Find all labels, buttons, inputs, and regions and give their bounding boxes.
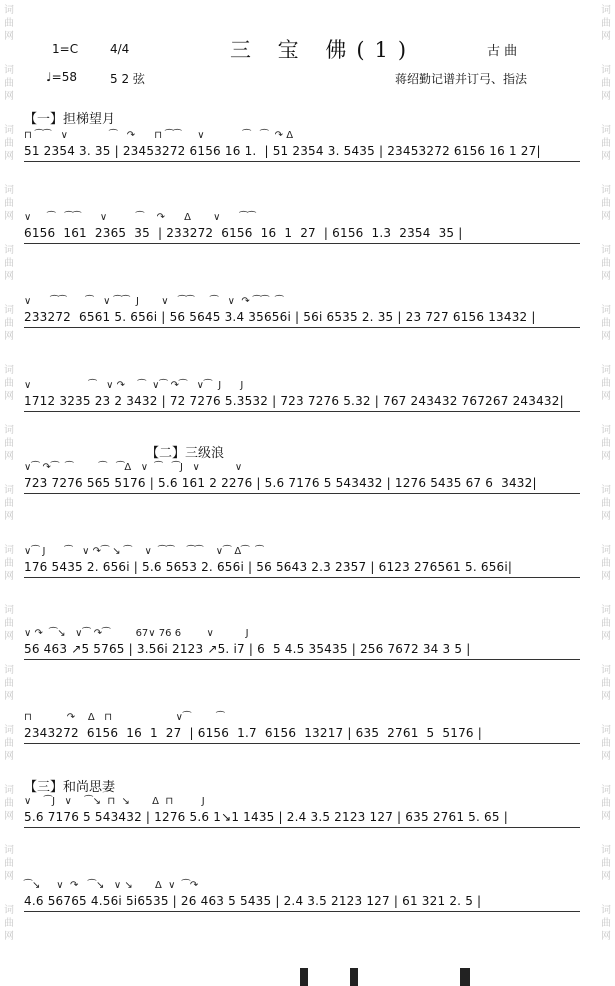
notation-line: 56 463 ↗5 5765 | 3.56i 2123 ↗5. i7 | 6 5 4.5 35435 | 256 7672 34 3 5 |	[24, 642, 471, 656]
beam-line	[24, 743, 580, 745]
score-line-2	[24, 212, 580, 252]
watermark-right-6: 词曲网	[601, 305, 611, 342]
watermark-left-16: 词曲网	[4, 905, 14, 942]
watermark-left-12: 词曲网	[4, 665, 14, 702]
score-line-4	[24, 380, 580, 420]
beam-line	[24, 911, 580, 913]
watermark-left-8: 词曲网	[4, 425, 14, 462]
notation-line: 723 7276 565 5176 | 5.6 161 2 2276 | 5.6 7176 5 543432 | 1276 5435 67 6 3432|	[24, 476, 537, 490]
key-signature: 1=C	[52, 42, 79, 56]
beam-line	[24, 577, 580, 579]
watermark-left-4: 词曲网	[4, 185, 14, 222]
notation-line: 5.6 7176 5 543432 | 1276 5.6 1↘1 1435 | 2.4 3.5 2123 127 | 635 2761 5. 65 |	[24, 810, 508, 824]
cropped-glyph	[300, 968, 308, 986]
beam-line	[24, 243, 580, 245]
watermark-left-5: 词曲网	[4, 245, 14, 282]
score-line-7	[24, 628, 580, 668]
watermark-left-13: 词曲网	[4, 725, 14, 762]
bowing-marks: ∨ ⁀J ∨ ⁀↘ ⊓ ↘ Δ ⊓ J	[24, 796, 205, 807]
watermark-left-6: 词曲网	[4, 305, 14, 342]
watermark-right-12: 词曲网	[601, 665, 611, 702]
watermark-left-7: 词曲网	[4, 365, 14, 402]
watermark-right-3: 词曲网	[601, 125, 611, 162]
beam-line	[24, 493, 580, 495]
watermark-right-11: 词曲网	[601, 605, 611, 642]
watermark-left-9: 词曲网	[4, 485, 14, 522]
page-title: 三 宝 佛(1)	[230, 38, 417, 62]
beam-line	[24, 411, 580, 413]
bowing-marks: ⁀↘ ∨ ↷ ⁀↘ ∨ ↘ Δ ∨ ⁀↷	[24, 880, 199, 891]
score-line-5	[24, 462, 580, 502]
watermark-left-2: 词曲网	[4, 65, 14, 102]
genre-label: 古 曲	[487, 44, 518, 59]
bowing-marks: ∨ ⁀⁀ ⁀ ∨ ⁀⁀ J ∨ ⁀⁀ ⁀ ∨ ↷ ⁀⁀ ⁀	[24, 296, 284, 307]
watermark-right-2: 词曲网	[601, 65, 611, 102]
watermark-right-4: 词曲网	[601, 185, 611, 222]
tempo-marking: ♩=58	[46, 70, 77, 84]
watermark-left-10: 词曲网	[4, 545, 14, 582]
tuning-label: 5 2 弦	[110, 72, 145, 86]
watermark-right-7: 词曲网	[601, 365, 611, 402]
beam-line	[24, 659, 580, 661]
notation-line: 51 2354 3. 35 | 23453272 6156 16 1. | 51 2354 3. 5435 | 23453272 6156 16 1 27|	[24, 144, 541, 158]
credit-line: 蒋绍勤记谱并订弓、指法	[395, 72, 528, 86]
bowing-marks: ∨ ⁀ ∨ ↷ ⁀ ∨⁀ ↷⁀ ∨⁀ J J	[24, 380, 244, 391]
bowing-marks: ∨ ↷ ⁀↘ ∨⁀ ↷⁀ 67∨ 76 6 ∨ J	[24, 628, 249, 639]
time-signature: 4/4	[110, 42, 130, 56]
watermark-right-10: 词曲网	[601, 545, 611, 582]
bowing-marks: ∨⁀ ↷⁀ ⁀ ⁀ ⁀Δ ∨ ⁀ ⁀J ∨ ∨	[24, 462, 243, 473]
watermark-left-3: 词曲网	[4, 125, 14, 162]
beam-line	[24, 327, 580, 329]
beam-line	[24, 827, 580, 829]
watermark-left-11: 词曲网	[4, 605, 14, 642]
watermark-left-14: 词曲网	[4, 785, 14, 822]
section-heading-3: 【三】和尚思妻	[24, 780, 116, 795]
watermark-right-13: 词曲网	[601, 725, 611, 762]
cropped-glyph	[460, 968, 470, 986]
watermark-left-1: 词曲网	[4, 5, 14, 42]
section-heading-1: 【一】担梯望月	[24, 112, 116, 127]
beam-line	[24, 161, 580, 163]
score-line-1	[24, 130, 580, 170]
score-line-9	[24, 796, 580, 836]
score-line-10	[24, 880, 580, 920]
bowing-marks: ⊓ ⁀⁀ ∨ ⁀ ↷ ⊓ ⁀⁀ ∨ ⁀ ⁀ ↷ Δ	[24, 130, 294, 141]
watermark-right-1: 词曲网	[601, 5, 611, 42]
notation-line: 233272 6561 5. 656i | 56 5645 3.4 35656i | 56i 6535 2. 35 | 23 727 6156 13432 |	[24, 310, 536, 324]
watermark-right-16: 词曲网	[601, 905, 611, 942]
notation-line: 6156 161 2365 35 | 233272 6156 16 1 27 | 6156 1.3 2354 35 |	[24, 226, 463, 240]
score-line-3	[24, 296, 580, 336]
bowing-marks: ∨ ⁀ ⁀⁀ ∨ ⁀ ↷ Δ ∨ ⁀⁀	[24, 212, 256, 223]
watermark-right-8: 词曲网	[601, 425, 611, 462]
watermark-left-15: 词曲网	[4, 845, 14, 882]
notation-line: 176 5435 2. 656i | 5.6 5653 2. 656i | 56 5643 2.3 2357 | 6123 276561 5. 656i|	[24, 560, 513, 574]
section-heading-2: 【二】三级浪	[146, 446, 225, 461]
notation-line: 1712 3235 23 2 3432 | 72 7276 5.3532 | 723 7276 5.32 | 767 243432 767267 243432|	[24, 394, 564, 408]
watermark-right-5: 词曲网	[601, 245, 611, 282]
watermark-right-9: 词曲网	[601, 485, 611, 522]
score-line-8	[24, 712, 580, 752]
bowing-marks: ∨⁀ J ⁀ ∨ ↷⁀ ↘ ⁀ ∨ ⁀⁀ ⁀⁀ ∨⁀ Δ⁀ ⁀	[24, 546, 264, 557]
watermark-right-15: 词曲网	[601, 845, 611, 882]
cropped-glyph	[350, 968, 358, 986]
watermark-right-14: 词曲网	[601, 785, 611, 822]
bowing-marks: ⊓ ↷ Δ ⊓ ∨⁀ ⁀	[24, 712, 225, 723]
notation-line: 4.6 56765 4.56i 5i6535 | 26 463 5 5435 | 2.4 3.5 2123 127 | 61 321 2. 5 |	[24, 894, 482, 908]
notation-line: 2343272 6156 16 1 27 | 6156 1.7 6156 13217 | 635 2761 5 5176 |	[24, 726, 483, 740]
score-line-6	[24, 546, 580, 586]
